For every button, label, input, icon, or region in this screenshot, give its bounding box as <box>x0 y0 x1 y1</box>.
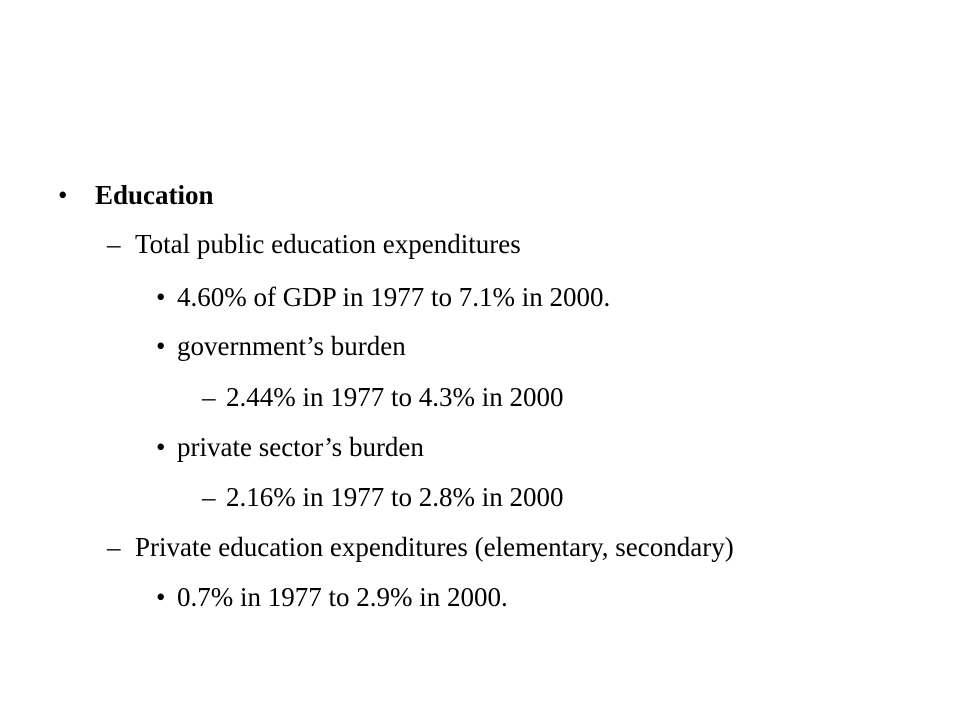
sub-item-text: Private education expenditures (elementary, secondary) <box>135 532 734 562</box>
section-heading: Education <box>95 180 214 210</box>
sub-sub-item-text: 2.16% in 1977 to 2.8% in 2000 <box>226 482 564 512</box>
bullet-item-text: 0.7% in 1977 to 2.9% in 2000. <box>177 582 508 612</box>
bullet-item-text: 4.60% of GDP in 1977 to 7.1% in 2000. <box>177 282 611 312</box>
dash-marker: – <box>202 382 216 412</box>
bullet-marker: • <box>156 582 166 612</box>
dash-marker: – <box>202 482 216 512</box>
dash-marker: – <box>107 229 121 259</box>
sub-sub-item-text: 2.44% in 1977 to 4.3% in 2000 <box>226 382 564 412</box>
bullet-marker: • <box>156 432 166 462</box>
bullet-marker: • <box>58 180 68 210</box>
sub-item-text: Total public education expenditures <box>135 229 521 259</box>
bullet-item-text: private sector’s burden <box>177 432 424 462</box>
bullet-item-text: government’s burden <box>177 331 406 361</box>
dash-marker: – <box>107 532 121 562</box>
bullet-marker: • <box>156 282 166 312</box>
bullet-marker: • <box>156 331 166 361</box>
